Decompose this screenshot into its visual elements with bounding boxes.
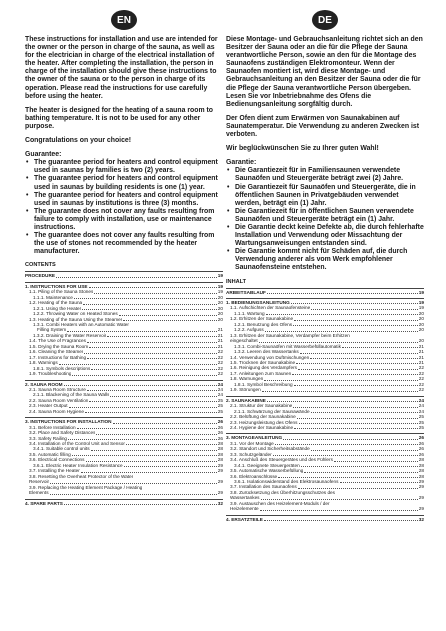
toc-entry-title: 1.7. Anleitungen zum Saunen (230, 370, 292, 376)
toc-entry-title: 3.4.1. Suitable control units (33, 446, 90, 452)
intro-paragraph: The heater is designed for the heating of a sauna room to bathing temperature. It is not to be used for any other purpose. (25, 106, 213, 130)
toc-leader-dots (262, 391, 418, 392)
toc-entry-title: 1.1.1. Wartung (234, 310, 265, 316)
toc-entry-title: 3.7. Installation des Saunaofens (230, 484, 297, 490)
toc-page-number: 22 (217, 365, 223, 371)
intro-paragraph: Diese Montage- und Gebrauchsanleitung richtet sich an den Besitzer der Sauna oder an die für die Pflege der Sauna verantwortliche Person, sowie an den für die Montage des Saunaofens zuständigen Elektromonteur. Wenn der Saunaofen montiert ist, wird diese Montage- und Gebrauchsanleitung an den Besitzer der Sauna oder die für die Pflege der Sauna verantwortliche Person übergeben. Lesen Sie vor Inbetriebnahme des Ofens die Bedienungsanleitung sorgfältig durch. (226, 36, 423, 108)
guarantee-item: • The guarantee period for heaters and control equipment used in saunas by institutions is three (3) months. (25, 192, 223, 208)
toc-entry-title: 1.3.2. Leeren des Wassertanks (234, 349, 299, 355)
toc-page-number: 20 (418, 310, 424, 316)
toc-row (226, 506, 424, 511)
toc-entry-title: 4. ERSATZTEILE (226, 516, 263, 522)
toc-page-number: 21 (418, 359, 424, 365)
toc-entry-title: 2.3. Heater Output (29, 403, 68, 409)
toc-page-number: 19 (418, 299, 424, 305)
guarantee-title-en: Guarantee: (25, 151, 62, 159)
toc-entry-title: 1.2.2. Throwing Water on Heated Stones (33, 311, 118, 317)
intro-paragraph: Der Ofen dient zum Erwärmen von Saunakabinen auf Saunatemperatur. Die Verwendung zu anderen Zwecken ist verboten. (226, 114, 419, 139)
toc-page-number: 24 (217, 386, 223, 392)
guarantee-item: • The guarantee period for heaters and control equipment used in saunas by building residents is one (1) year. (25, 175, 223, 191)
toc-page-number: 28 (418, 462, 424, 468)
toc-leader-dots (72, 455, 217, 456)
toc-leader-dots (310, 358, 418, 359)
toc-page-number: 32 (418, 516, 424, 522)
toc-page-number: 29 (217, 490, 223, 496)
toc-row (226, 387, 424, 392)
toc-page-number: 20 (217, 311, 223, 317)
toc-leader-dots (278, 477, 418, 478)
toc-entry-title: 1. BEDIENUNGSANLEITUNG (226, 299, 290, 305)
toc-leader-dots (266, 314, 418, 315)
toc-page-number: 20 (217, 305, 223, 311)
toc-leader-dots (87, 358, 217, 359)
toc-leader-dots (87, 342, 217, 343)
toc-entry-title: 3.2. Place and Safety Distances (29, 430, 96, 436)
toc-leader-dots (86, 461, 217, 462)
toc-entry-title: 3.3. Safety Railing (29, 435, 68, 441)
toc-entry-title: 4. SPARE PARTS (25, 500, 63, 506)
guarantee-item: • Die Garantiezeit für Saunaöfen und Steuergeräte, die in öffentlichen Saunen in Privatgebäuden verwendet werden, beträgt ein (1) Jahr. (226, 184, 424, 208)
toc-entry-title: 2. SAUNAKABINE (226, 397, 266, 403)
toc-entry-title: 3.8. Zurücksetzung des Überhitzungsschutzes des (230, 489, 336, 495)
toc-page-number: 29 (418, 495, 424, 501)
toc-leader-dots (67, 331, 217, 332)
toc-entry-title: 1.2.2. Aufguss (234, 327, 264, 333)
toc-leader-dots (56, 277, 217, 278)
toc-leader-dots (68, 439, 217, 440)
toc-page-number: 19 (418, 305, 424, 311)
toc-page-number: 26 (217, 430, 223, 436)
toc-page-number: 22 (217, 360, 223, 366)
guarantee-title-de: Garantie: (226, 159, 257, 167)
toc-entry-title: 3.4.1. Geeignete Steuergeräten (234, 462, 300, 468)
toc-section-row (25, 282, 223, 289)
toc-entry-title: 2.1. Sauna Room Structure (29, 386, 86, 392)
intro-paragraph: Congratulations on your choice! (25, 137, 132, 145)
toc-page-number: 25 (418, 424, 424, 430)
toc-page-number: 20 (217, 300, 223, 306)
toc-page-number: 29 (217, 462, 223, 468)
toc-section-row (226, 288, 424, 295)
toc-entry-title: 1.1. Piling of the Sauna Stones (29, 289, 94, 295)
toc-page-number: 19 (418, 289, 424, 295)
toc-entry-title: 1.7. Instructions for Bathing (29, 354, 87, 360)
table-of-contents-en (25, 271, 223, 506)
toc-entry-title: 3.6.1. Isolationswiderstand des Elektrosaunaofens (234, 479, 339, 485)
toc-leader-dots (297, 418, 418, 419)
toc-page-number: 25 (217, 403, 223, 409)
toc-leader-dots (261, 499, 418, 500)
toc-entry-title: 1.2. Heating of the Sauna (29, 300, 83, 306)
toc-entry-title: 3.2. Standort und Sicherheitsabstände (230, 446, 310, 452)
toc-page-number: 22 (418, 365, 424, 371)
table-of-contents-de (226, 288, 424, 523)
toc-page-number: 25 (217, 408, 223, 414)
toc-leader-dots (260, 510, 418, 511)
toc-leader-dots (91, 369, 216, 370)
toc-entry-title: 1.6. Reinigung des Verdampfers (230, 365, 297, 371)
toc-page-number: 29 (418, 479, 424, 485)
guarantee-list-de (226, 167, 424, 272)
toc-entry-title: 3. INSTRUCTIONS FOR INSTALLATION (25, 419, 112, 425)
guarantee-list-en (25, 159, 223, 256)
toc-page-number: 21 (217, 338, 223, 344)
toc-entry-title: Heizelemente (230, 506, 259, 512)
toc-entry-title: 1.8.1. Symbols descriptions (33, 365, 91, 371)
toc-page-number: 29 (418, 506, 424, 512)
toc-leader-dots (107, 336, 216, 337)
toc-leader-dots (267, 401, 418, 402)
toc-page-number: 26 (418, 446, 424, 452)
toc-section-row (25, 271, 223, 278)
toc-entry-title: Reservoir (29, 479, 50, 485)
toc-page-number: 22 (217, 371, 223, 377)
toc-entry-title: 2.2. Sauna Room Ventilation (29, 397, 89, 403)
guarantee-item: • The guarantee does not cover any faults resulting from the use of stones not recommended by the heater manufacturer. (25, 232, 223, 256)
toc-page-number: 20 (418, 327, 424, 333)
toc-entry-title: 3.8. Resetting the Overheat Protector of the Water (29, 473, 134, 479)
toc-leader-dots (64, 504, 217, 505)
toc-leader-dots (87, 390, 217, 391)
toc-entry-title: Filling System (37, 327, 67, 333)
guarantee-item: • Die Garantie kommt nicht für Schäden auf, die durch Verwendung anderer als vom Werk empfohlener Saunaofensteine entstehen. (226, 248, 424, 272)
toc-entry-title: 2.3. Heizungsleistung des Ofens (230, 419, 298, 425)
toc-section-row (25, 380, 223, 387)
toc-entry-title: 2.1.1. Blackening of the Sauna Walls (33, 392, 110, 398)
contents-heading-de: INHALT (226, 278, 247, 285)
toc-leader-dots (301, 466, 418, 467)
toc-row (25, 371, 223, 376)
toc-leader-dots (294, 385, 418, 386)
toc-page-number: 21 (217, 327, 223, 333)
toc-page-number: 26 (217, 435, 223, 441)
toc-leader-dots (89, 287, 217, 288)
toc-leader-dots (59, 364, 217, 365)
toc-leader-dots (124, 466, 217, 467)
toc-leader-dots (89, 401, 216, 402)
toc-page-number: 29 (217, 468, 223, 474)
toc-page-number: 20 (217, 294, 223, 300)
toc-page-number: 22 (418, 376, 424, 382)
toc-page-number: 25 (418, 419, 424, 425)
toc-leader-dots (267, 293, 418, 294)
toc-entry-title: 1.3. Erhitzen der Saunakabine, Verdampfer beim Erhitzen (230, 332, 350, 338)
toc-leader-dots (85, 412, 217, 413)
toc-page-number: 28 (217, 457, 223, 463)
toc-entry-title: 2. SAUNA ROOM (25, 381, 63, 387)
toc-page-number: 20 (418, 338, 424, 344)
toc-leader-dots (292, 374, 418, 375)
toc-page-number: 21 (217, 343, 223, 349)
toc-entry-title: 3.3. Schutzgeländer (230, 451, 272, 457)
toc-leader-dots (340, 482, 418, 483)
toc-leader-dots (110, 396, 216, 397)
toc-entry-title: 1.3. Heating of the Sauna Using the Steamer (29, 316, 123, 322)
toc-page-number: 21 (418, 349, 424, 355)
toc-page-number: 22 (217, 354, 223, 360)
toc-leader-dots (283, 439, 418, 440)
language-badge-de: DE (312, 10, 338, 30)
toc-leader-dots (96, 434, 216, 435)
toc-section-row (226, 515, 424, 522)
toc-page-number: 29 (217, 479, 223, 485)
intro-text-en (25, 36, 223, 145)
toc-entry-title: 1.1.1. Maintenance (33, 294, 73, 300)
toc-leader-dots (113, 423, 217, 424)
toc-entry-title: 3.9. Replacing the Heating Element Package / Heating (29, 484, 143, 490)
toc-leader-dots (334, 461, 418, 462)
toc-section-row (25, 499, 223, 506)
toc-entry-title: PROCEDURE (25, 273, 55, 279)
toc-leader-dots (119, 315, 217, 316)
toc-page-number: 28 (418, 457, 424, 463)
intro-paragraph: These instructions for installation and use are intended for the owner or the person in charge of the sauna, as well as for the electrician in charge of the electrical installation of the heater. After completing the installation, the person in charge of the installation should give these instructions to the owner of the sauna or to the person in charge of its operation. Please read the instructions for use carefully before using the heater. (25, 36, 218, 100)
toc-page-number: 24 (418, 408, 424, 414)
toc-entry-title: 3.1. Before Installation (29, 424, 76, 430)
toc-leader-dots (293, 407, 418, 408)
toc-page-number: 21 (418, 354, 424, 360)
toc-leader-dots (83, 304, 217, 305)
toc-leader-dots (81, 472, 217, 473)
toc-page-number: 28 (217, 451, 223, 457)
toc-row (25, 490, 223, 495)
toc-page-number: 20 (418, 316, 424, 322)
toc-page-number: 22 (418, 381, 424, 387)
toc-entry-title: 1.4. The Use of Fragrances (29, 338, 86, 344)
toc-entry-title: 1.5. Drying the Sauna Room (29, 343, 89, 349)
toc-leader-dots (311, 450, 418, 451)
toc-entry-title: 1.4. Verwendung von Duftmischungen (230, 354, 310, 360)
toc-entry-title: 1.8. Warnings (29, 360, 58, 366)
toc-leader-dots (298, 488, 418, 489)
toc-page-number: 20 (217, 316, 223, 322)
toc-leader-dots (293, 325, 418, 326)
toc-leader-dots (259, 342, 418, 343)
toc-leader-dots (69, 407, 217, 408)
toc-leader-dots (311, 309, 418, 310)
toc-entry-title: 3.5. Automatische Wasserbefüllung (230, 468, 304, 474)
toc-entry-title: 2.1. Struktur der Saunakabine (230, 403, 293, 409)
toc-page-number: 32 (217, 500, 223, 506)
toc-entry-title: 1.2. Erhitzen der Saunakabine (230, 316, 294, 322)
toc-page-number: 26 (217, 424, 223, 430)
toc-page-number: 24 (418, 403, 424, 409)
toc-leader-dots (265, 331, 418, 332)
toc-entry-title: 3. MONTAGEANLEITUNG (226, 435, 283, 441)
toc-page-number: 21 (217, 332, 223, 338)
german-column (226, 10, 424, 522)
toc-page-number: 28 (418, 468, 424, 474)
toc-entry-title: 2.2. Belüftung der Saunakabine (230, 414, 296, 420)
toc-entry-title: 2.1.1. Schwärzung der Saunawände (234, 408, 310, 414)
toc-leader-dots (273, 455, 418, 456)
toc-leader-dots (300, 353, 418, 354)
toc-page-number: 29 (418, 484, 424, 490)
toc-leader-dots (304, 472, 417, 473)
toc-leader-dots (264, 380, 418, 381)
toc-leader-dots (77, 428, 217, 429)
toc-entry-title: 1.2.1. Benutzung des Ofens (234, 321, 293, 327)
toc-section-row (226, 298, 424, 305)
toc-page-number: 22 (418, 370, 424, 376)
toc-leader-dots (126, 444, 217, 445)
english-column (25, 10, 223, 506)
toc-page-number: 26 (217, 419, 223, 425)
toc-entry-title: Elements (29, 490, 49, 496)
toc-entry-title: 3.5. Automatic filling (29, 451, 71, 457)
toc-leader-dots (294, 320, 418, 321)
toc-entry-title: 1.5. Trocknen der Saunakabine (230, 359, 296, 365)
toc-entry-title: 1.3.1. Combi-Saunaöfen mit Wasserbefüllautomatik (234, 343, 341, 349)
toc-page-number: 19 (217, 273, 223, 279)
toc-leader-dots (342, 347, 418, 348)
toc-page-number: 28 (418, 473, 424, 479)
toc-section-row (25, 417, 223, 424)
toc-entry-title: 1.3.1. Combi Heaters with an Automatic Water (33, 321, 129, 327)
toc-entry-title: 1.1. Aufschichten der Saunaofensteine (230, 305, 311, 311)
toc-entry-title: 3.6. Electrical Connections (29, 457, 85, 463)
toc-leader-dots (311, 412, 418, 413)
toc-page-number: 24 (217, 392, 223, 398)
toc-leader-dots (50, 494, 217, 495)
toc-entry-title: 2.4. Hygiene der Saunakabine (230, 424, 294, 430)
toc-entry-title: 1.9. Störungen (230, 387, 261, 393)
toc-page-number: 28 (217, 441, 223, 447)
toc-page-number: 22 (217, 349, 223, 355)
language-badge-en: EN (111, 10, 137, 30)
toc-page-number: 28 (217, 446, 223, 452)
toc-page-number: 24 (217, 381, 223, 387)
toc-entry-title: 1. INSTRUCTIONS FOR USE (25, 283, 88, 289)
toc-entry-title: eingeschaltet (230, 338, 258, 344)
toc-leader-dots (91, 450, 217, 451)
toc-section-row (226, 433, 424, 440)
toc-leader-dots (84, 353, 216, 354)
toc-leader-dots (264, 520, 418, 521)
guarantee-item: • Die Garantie deckt keine Defekte ab, die durch fehlerhafte Installation und Verwendung oder Missachtung der Wartungsanweisungen entstanden sind. (226, 224, 424, 248)
toc-leader-dots (298, 369, 418, 370)
toc-entry-title: 1.8. Warnungen (230, 376, 264, 382)
toc-page-number: 24 (418, 397, 424, 403)
contents-heading-en: CONTENTS (25, 262, 56, 269)
toc-row (226, 425, 424, 430)
toc-page-number: 20 (418, 321, 424, 327)
toc-entry-title: 1.2.1. Using the Heater (33, 305, 82, 311)
guarantee-item: • Die Garantiezeit für in öffentlichen Saunen verwendete Saunaöfen und Steuergeräte beträgt ein (1) Jahr. (226, 208, 424, 224)
guarantee-item: • The guarantee does not cover any faults resulting from failure to comply with installation, use or maintenance instructions. (25, 208, 223, 232)
toc-page-number: 19 (217, 289, 223, 295)
toc-leader-dots (291, 303, 418, 304)
guarantee-item: • The guarantee period for heaters and control equipment used in saunas by families is two (2) years. (25, 159, 223, 175)
toc-page-number: 19 (217, 283, 223, 289)
toc-page-number: 21 (418, 343, 424, 349)
toc-page-number: 25 (217, 397, 223, 403)
toc-leader-dots (64, 385, 217, 386)
toc-leader-dots (296, 363, 418, 364)
toc-entry-title: 3.7. Installing the Heater (29, 468, 80, 474)
toc-entry-title: 1.3.2. Draining the Water Reservoir (33, 332, 107, 338)
toc-leader-dots (72, 375, 216, 376)
toc-leader-dots (82, 309, 217, 310)
toc-entry-title: 3.6. Elektroanschlüsse (230, 473, 278, 479)
toc-leader-dots (123, 320, 216, 321)
toc-entry-title: 2.4. Sauna Room Hygiene (29, 408, 84, 414)
toc-page-number: 26 (418, 435, 424, 441)
toc-leader-dots (299, 423, 418, 424)
toc-section-row (226, 396, 424, 403)
toc-entry-title: 3.1. Vor der Montage (230, 440, 274, 446)
toc-row (25, 409, 223, 414)
toc-entry-title: 3.9. Austauschen des Heizelement-Moduls / der (230, 500, 330, 506)
toc-page-number: 26 (418, 451, 424, 457)
toc-page-number: 26 (418, 440, 424, 446)
toc-leader-dots (294, 428, 418, 429)
toc-entry-title: 1.9. Troubleshooting (29, 371, 72, 377)
toc-page-number: 25 (418, 414, 424, 420)
toc-entry-title: 3.6.1. Electric Heater Insulation Resistance (33, 462, 123, 468)
guarantee-item: • Die Garantiezeit für in Familiensaunen verwendete Saunaöfen und Steuergeräte beträgt zwei (2) Jahre. (226, 167, 424, 183)
toc-leader-dots (94, 293, 216, 294)
toc-entry-title: 1.8.1. Symbol Beschreibung (234, 381, 293, 387)
toc-leader-dots (50, 483, 217, 484)
toc-page-number: 22 (418, 387, 424, 393)
toc-entry-title: ARBEITSABLAUF (226, 289, 266, 295)
toc-entry-title: 3.4. Anschluß des Steuergerätes und des Fühlers (230, 457, 333, 463)
toc-leader-dots (74, 298, 217, 299)
toc-entry-title: 3.4. Installation of the Control Unit and Sensor (29, 441, 125, 447)
toc-entry-title: 1.6. Cleaning the Steamer (29, 349, 84, 355)
intro-text-de (226, 36, 424, 153)
toc-entry-title: Wassertankes (230, 495, 260, 501)
toc-leader-dots (89, 347, 217, 348)
intro-paragraph: Wir beglückwünschen Sie zu Ihrer guten Wahl! (226, 145, 379, 153)
toc-leader-dots (275, 444, 418, 445)
